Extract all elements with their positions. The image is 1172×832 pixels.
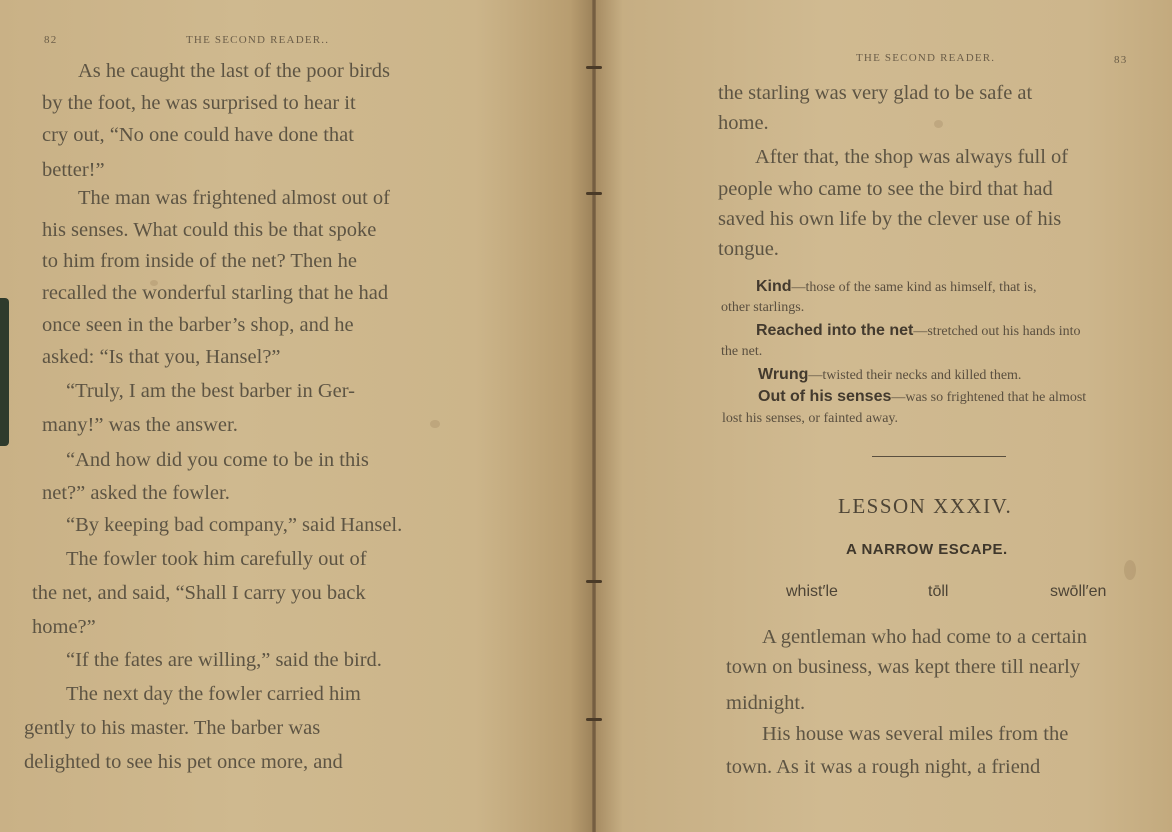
bookmark-tab: [0, 298, 9, 446]
running-head: THE SECOND READER.: [856, 52, 996, 64]
text-line: A gentleman who had come to a certain: [762, 626, 1088, 648]
text-line: the starling was very glad to be safe at: [718, 82, 1033, 104]
text-line: net?” asked the fowler.: [42, 482, 230, 504]
text-line: the net, and said, “Shall I carry you back: [32, 582, 366, 604]
glossary-entry: [756, 322, 1081, 340]
text-line: town. As it was a rough night, a friend: [726, 756, 1041, 778]
binding-stitch: [586, 66, 602, 69]
text-line: cry out, “No one could have done that: [42, 124, 354, 146]
text-line: his senses. What could this be that spoke: [42, 219, 377, 241]
text-line: many!” was the answer.: [42, 414, 238, 436]
page-number: 83: [1114, 54, 1128, 66]
text-line: The fowler took him carefully out of: [66, 548, 367, 570]
text-line: asked: “Is that you, Hansel?”: [42, 346, 281, 368]
vocabulary-word: tōll: [928, 583, 949, 600]
text-line: people who came to see the bird that had: [718, 178, 1053, 200]
glossary-term: Wrung: [758, 366, 809, 383]
text-line: “Truly, I am the best barber in Ger-: [66, 380, 355, 402]
lesson-number: LESSON XXXIV.: [838, 494, 1013, 518]
text-line: better!”: [42, 159, 105, 181]
text-line: “By keeping bad company,” said Hansel.: [66, 514, 403, 536]
text-line: delighted to see his pet once more, and: [24, 751, 343, 773]
text-line: home.: [718, 112, 769, 134]
text-line: The man was frightened almost out of: [78, 187, 390, 209]
running-head: THE SECOND READER..: [186, 34, 330, 46]
glossary-term: Reached into the net: [756, 322, 914, 339]
text-line: by the foot, he was surprised to hear it: [42, 92, 356, 114]
text-line: As he caught the last of the poor birds: [78, 60, 390, 82]
text-line: to him from inside of the net? Then he: [42, 250, 358, 272]
text-line: town on business, was kept there till nearly: [726, 656, 1081, 678]
vocabulary-word: swōll′en: [1050, 583, 1107, 600]
glossary-definition: —stretched out his hands into: [913, 324, 1081, 339]
text-line: “And how did you come to be in this: [66, 449, 369, 471]
binding-stitch: [586, 580, 602, 583]
glossary-definition: —was so frightened that he almost: [891, 390, 1087, 405]
text-line: once seen in the barber’s shop, and he: [42, 314, 354, 336]
paper-stain: [430, 420, 440, 428]
book-spine: [592, 0, 596, 832]
glossary-entry: [756, 278, 1037, 296]
glossary-entry: [758, 366, 1021, 384]
text-line: gently to his master. The barber was: [24, 717, 321, 739]
text-line: tongue.: [718, 238, 779, 260]
binding-stitch: [586, 192, 602, 195]
text-line: The next day the fowler carried him: [66, 683, 361, 705]
text-line: His house was several miles from the: [762, 723, 1069, 745]
section-divider: [872, 456, 1006, 457]
paper-stain: [934, 120, 943, 128]
text-line: home?”: [32, 616, 96, 638]
glossary-continuation: lost his senses, or fainted away.: [722, 411, 898, 426]
glossary-definition: —those of the same kind as himself, that is,: [791, 280, 1037, 295]
glossary-term: Out of his senses: [758, 388, 892, 405]
glossary-entry: [758, 388, 1086, 406]
glossary-definition: —twisted their necks and killed them.: [808, 368, 1022, 383]
vocabulary-word: whist′le: [786, 583, 838, 600]
glossary-term: Kind: [756, 278, 792, 295]
text-line: recalled the wonderful starling that he had: [42, 282, 389, 304]
glossary-continuation: the net.: [721, 344, 763, 359]
text-line: After that, the shop was always full of: [755, 146, 1069, 168]
text-line: saved his own life by the clever use of his: [718, 208, 1062, 230]
paper-stain: [1124, 560, 1136, 580]
lesson-title: A NARROW ESCAPE.: [846, 541, 1008, 558]
binding-stitch: [586, 718, 602, 721]
glossary-continuation: other starlings.: [721, 300, 805, 315]
page-number: 82: [44, 34, 58, 46]
text-line: midnight.: [726, 692, 806, 714]
text-line: “If the fates are willing,” said the bird.: [66, 649, 382, 671]
